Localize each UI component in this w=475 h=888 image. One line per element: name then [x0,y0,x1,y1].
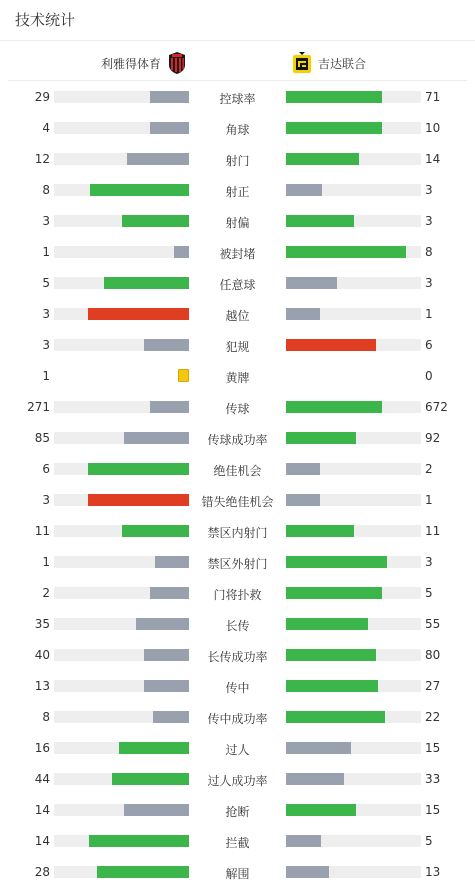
stat-row [0,454,475,485]
away-stat-value: 6 [425,338,433,352]
away-stat-value: 55 [425,617,441,631]
home-stat-bar [54,215,189,227]
away-stat-bar [286,618,421,630]
stat-label: 解围 [225,867,250,881]
stat-row [0,826,475,857]
home-stat-value: 14 [34,834,50,848]
home-stat-bar [54,680,189,692]
stat-label: 被封堵 [219,247,256,261]
stat-row [0,733,475,764]
stat-row [0,764,475,795]
away-stat-bar [286,866,421,878]
away-stat-bar-fill [286,649,376,661]
home-stat-value: 2 [42,586,50,600]
stat-row [0,423,475,454]
stat-label: 任意球 [219,278,256,292]
home-stat-bar [54,804,189,816]
home-stat-value: 85 [34,431,50,445]
away-stat-value: 15 [425,803,441,817]
away-stat-value: 8 [425,245,433,259]
stat-label: 拦截 [225,836,250,850]
away-stat-bar [286,339,421,351]
away-stat-bar [286,277,421,289]
teams-header [0,44,475,78]
home-stat-bar-fill [122,525,190,537]
away-stat-bar [286,463,421,475]
away-stat-bar [286,91,421,103]
home-stat-value: 6 [42,462,50,476]
stat-label: 长传成功率 [207,650,268,664]
away-stat-bar-fill [286,246,406,258]
home-stat-bar-fill [174,246,189,258]
away-stat-value: 27 [425,679,441,693]
page-title: 技术统计 [15,11,76,29]
home-stat-bar [54,866,189,878]
stat-label: 过人 [225,743,250,757]
stat-row [0,299,475,330]
away-stat-value: 33 [425,772,441,786]
away-stat-bar-fill [286,153,359,165]
stat-label: 门将扑救 [213,588,262,602]
home-stat-value: 28 [34,865,50,879]
home-stat-bar-fill [124,804,189,816]
away-stat-bar [286,184,421,196]
home-stat-bar-fill [150,587,189,599]
stat-row [0,547,475,578]
stat-row [0,857,475,888]
away-stat-value: 71 [425,90,441,104]
away-stat-bar-fill [286,339,376,351]
stat-row [0,330,475,361]
home-stat-value: 40 [34,648,50,662]
divider [8,80,467,81]
home-stat-value: 29 [34,90,50,104]
home-stat-bar-fill [150,401,189,413]
away-stat-value: 3 [425,183,433,197]
away-stat-bar [286,773,421,785]
away-stat-bar [286,494,421,506]
home-stat-value: 3 [42,338,50,352]
away-team-crest-icon [292,51,312,75]
away-stat-bar-fill [286,122,382,134]
stat-row [0,516,475,547]
home-stat-bar [54,463,189,475]
stat-label: 射门 [225,154,250,168]
home-stat-bar-fill [90,184,189,196]
away-stat-bar-fill [286,804,356,816]
stat-row [0,578,475,609]
stat-row [0,671,475,702]
away-stat-bar-fill [286,618,368,630]
home-stat-bar [54,649,189,661]
home-stat-bar [54,618,189,630]
away-stat-value: 15 [425,741,441,755]
away-stat-bar [286,432,421,444]
away-stat-bar-fill [286,742,351,754]
away-stat-bar-fill [286,680,378,692]
away-stat-bar-fill [286,277,337,289]
home-team-crest-icon [167,51,187,75]
home-stat-bar-fill [153,711,189,723]
home-stat-bar-fill [122,215,190,227]
home-stat-bar [54,122,189,134]
home-stat-bar [54,401,189,413]
home-stat-value: 14 [34,803,50,817]
stat-label: 禁区外射门 [207,557,268,571]
home-stat-bar-fill [88,308,189,320]
home-stat-bar-fill [144,649,189,661]
home-stat-bar [54,835,189,847]
away-stat-bar-fill [286,401,382,413]
home-stat-bar-fill [88,494,189,506]
stat-label: 禁区内射门 [207,526,268,540]
home-stat-value: 1 [42,245,50,259]
home-stat-bar-fill [112,773,189,785]
stat-row [0,268,475,299]
home-stat-bar [54,91,189,103]
stat-label: 射偏 [225,216,250,230]
home-stat-bar-fill [89,835,189,847]
home-stat-bar-fill [136,618,189,630]
stat-label: 犯规 [225,340,250,354]
away-stat-value: 11 [425,524,441,538]
away-stat-bar-fill [286,773,344,785]
home-stat-bar [54,556,189,568]
away-stat-value: 14 [425,152,441,166]
away-stat-bar-fill [286,184,322,196]
home-stat-value: 8 [42,183,50,197]
away-stat-value: 1 [425,493,433,507]
away-team-name: 吉达联合 [318,56,367,71]
stat-row [0,609,475,640]
stat-label: 控球率 [219,92,256,106]
away-stat-bar-fill [286,525,354,537]
home-stat-bar [54,308,189,320]
stat-label: 越位 [225,309,250,323]
stat-row [0,144,475,175]
away-stat-bar [286,215,421,227]
away-stat-value: 3 [425,276,433,290]
away-stat-bar-fill [286,215,354,227]
home-stat-bar-fill [150,122,189,134]
home-stat-bar-fill [104,277,189,289]
away-stat-bar [286,525,421,537]
stats-list [0,82,475,888]
away-stat-bar [286,308,421,320]
home-stat-value: 1 [42,369,50,383]
away-stat-bar-fill [286,556,387,568]
away-stat-value: 672 [425,400,448,414]
away-stat-bar-fill [286,587,382,599]
stat-row [0,485,475,516]
away-stat-value: 0 [425,369,433,383]
stat-label: 错失绝佳机会 [201,495,274,509]
home-stat-bar [54,587,189,599]
stat-row [0,795,475,826]
home-stat-bar [54,339,189,351]
away-stat-bar [286,556,421,568]
home-stat-bar [54,742,189,754]
stat-label: 传中成功率 [207,712,268,726]
away-stat-bar [286,804,421,816]
yellow-card-icon [178,369,189,382]
away-stat-bar [286,587,421,599]
home-team[interactable] [101,51,187,75]
away-stat-bar-fill [286,711,385,723]
home-stat-bar [54,773,189,785]
home-team-name: 利雅得体育 [100,56,161,71]
away-stat-value: 80 [425,648,441,662]
home-stat-value: 5 [42,276,50,290]
away-stat-bar-fill [286,866,329,878]
home-stat-value: 13 [34,679,50,693]
home-stat-value: 16 [34,741,50,755]
stat-label: 传球成功率 [207,433,268,447]
home-stat-bar-fill [150,91,189,103]
home-stat-bar [54,246,189,258]
away-stat-value: 1 [425,307,433,321]
home-stat-bar-fill [124,432,189,444]
home-stat-bar [54,494,189,506]
home-stat-value: 8 [42,710,50,724]
away-stat-bar [286,742,421,754]
stat-label: 传球 [225,402,250,416]
stat-row [0,206,475,237]
divider [0,40,475,41]
stat-row [0,175,475,206]
away-stat-bar [286,835,421,847]
home-stat-value: 11 [34,524,50,538]
home-stat-value: 35 [34,617,50,631]
stat-row [0,237,475,268]
stat-label: 过人成功率 [207,774,268,788]
away-stat-bar-fill [286,308,320,320]
away-stat-bar [286,711,421,723]
away-stat-bar [286,649,421,661]
away-stat-value: 3 [425,555,433,569]
away-stat-value: 5 [425,586,433,600]
stat-row [0,640,475,671]
away-stat-bar [286,122,421,134]
away-stat-value: 2 [425,462,433,476]
away-stat-value: 22 [425,710,441,724]
home-stat-value: 3 [42,214,50,228]
stat-label: 长传 [225,619,250,633]
stat-row [0,113,475,144]
home-stat-bar [54,184,189,196]
away-team[interactable] [292,51,366,75]
home-stat-bar-fill [88,463,189,475]
away-stat-bar-fill [286,432,356,444]
home-stat-value: 3 [42,307,50,321]
stat-label: 绝佳机会 [213,464,262,478]
away-stat-bar-fill [286,835,321,847]
home-stat-value: 12 [34,152,50,166]
home-stat-value: 44 [34,772,50,786]
home-stat-bar-fill [97,866,189,878]
stat-label: 射正 [225,185,250,199]
home-stat-bar-fill [127,153,189,165]
away-stat-value: 5 [425,834,433,848]
away-stat-bar [286,401,421,413]
home-stat-bar-fill [155,556,189,568]
away-stat-value: 13 [425,865,441,879]
away-stat-bar [286,680,421,692]
away-stat-value: 3 [425,214,433,228]
away-stat-bar-fill [286,91,382,103]
stat-row [0,702,475,733]
away-stat-bar [286,153,421,165]
home-stat-bar [54,711,189,723]
home-stat-value: 1 [42,555,50,569]
stat-label: 抢断 [225,805,250,819]
home-stat-bar-fill [144,339,189,351]
stat-label: 黄牌 [225,371,250,385]
home-stat-bar [54,432,189,444]
home-stat-bar [54,525,189,537]
away-stat-value: 10 [425,121,441,135]
stat-row [0,361,475,392]
home-stat-value: 3 [42,493,50,507]
away-stat-bar-fill [286,494,320,506]
away-stat-bar-fill [286,463,320,475]
stat-label: 传中 [225,681,250,695]
home-stat-bar-fill [144,680,189,692]
stat-row [0,82,475,113]
stat-row [0,392,475,423]
away-stat-bar [286,246,421,258]
home-stat-bar [54,277,189,289]
stat-label: 角球 [225,123,250,137]
home-stat-value: 271 [27,400,50,414]
home-stat-bar [54,153,189,165]
away-stat-value: 92 [425,431,441,445]
home-stat-bar-fill [119,742,189,754]
home-stat-value: 4 [42,121,50,135]
